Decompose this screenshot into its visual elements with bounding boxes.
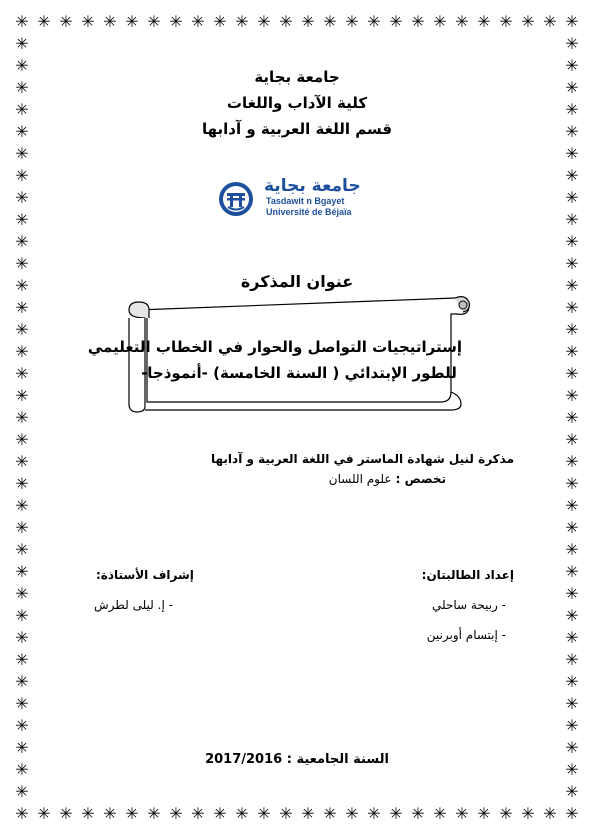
star-ornament-icon: ✳ [565, 606, 579, 625]
star-ornament-icon: ✳ [565, 188, 579, 207]
border-right [564, 36, 580, 800]
star-ornament-icon: ✳ [15, 650, 29, 669]
star-ornament-icon: ✳ [323, 12, 337, 31]
star-ornament-icon: ✳ [565, 628, 579, 647]
star-ornament-icon: ✳ [103, 804, 117, 823]
star-ornament-icon: ✳ [301, 12, 315, 31]
star-ornament-icon: ✳ [543, 804, 557, 823]
star-ornament-icon: ✳ [15, 672, 29, 691]
thesis-title-heading: عنوان المذكرة [240, 272, 354, 291]
star-ornament-icon: ✳ [213, 804, 227, 823]
star-ornament-icon: ✳ [147, 12, 161, 31]
star-ornament-icon: ✳ [15, 144, 29, 163]
star-ornament-icon: ✳ [15, 364, 29, 383]
specialization-label: تخصص : [395, 472, 446, 486]
star-ornament-icon: ✳ [191, 804, 205, 823]
star-ornament-icon: ✳ [565, 430, 579, 449]
star-ornament-icon: ✳ [565, 100, 579, 119]
star-ornament-icon: ✳ [257, 12, 271, 31]
star-ornament-icon: ✳ [15, 166, 29, 185]
star-ornament-icon: ✳ [15, 606, 29, 625]
star-ornament-icon: ✳ [565, 650, 579, 669]
star-ornament-icon: ✳ [565, 804, 579, 823]
star-ornament-icon: ✳ [15, 562, 29, 581]
star-ornament-icon: ✳ [15, 320, 29, 339]
star-ornament-icon: ✳ [565, 474, 579, 493]
star-ornament-icon: ✳ [565, 386, 579, 405]
star-ornament-icon: ✳ [565, 694, 579, 713]
star-ornament-icon: ✳ [565, 12, 579, 31]
star-ornament-icon: ✳ [565, 782, 579, 801]
star-ornament-icon: ✳ [565, 342, 579, 361]
star-ornament-icon: ✳ [15, 12, 29, 31]
star-ornament-icon: ✳ [103, 12, 117, 31]
star-ornament-icon: ✳ [565, 716, 579, 735]
star-ornament-icon: ✳ [59, 12, 73, 31]
star-ornament-icon: ✳ [455, 12, 469, 31]
star-ornament-icon: ✳ [279, 804, 293, 823]
star-ornament-icon: ✳ [565, 254, 579, 273]
logo-line-1: Tasdawit n Bgayet [266, 196, 345, 206]
star-ornament-icon: ✳ [169, 12, 183, 31]
supervisor-label: إشراف الأستاذة: [96, 568, 194, 582]
star-ornament-icon: ✳ [433, 12, 447, 31]
star-ornament-icon: ✳ [81, 12, 95, 31]
star-ornament-icon: ✳ [565, 672, 579, 691]
star-ornament-icon: ✳ [125, 804, 139, 823]
students-label: إعداد الطالبتان: [421, 568, 514, 582]
star-ornament-icon: ✳ [257, 804, 271, 823]
star-ornament-icon: ✳ [15, 430, 29, 449]
star-ornament-icon: ✳ [565, 276, 579, 295]
star-ornament-icon: ✳ [15, 518, 29, 537]
star-ornament-icon: ✳ [235, 804, 249, 823]
star-ornament-icon: ✳ [433, 804, 447, 823]
star-ornament-icon: ✳ [15, 738, 29, 757]
border-bottom [14, 806, 580, 822]
star-ornament-icon: ✳ [411, 12, 425, 31]
star-ornament-icon: ✳ [565, 122, 579, 141]
star-ornament-icon: ✳ [499, 12, 513, 31]
star-ornament-icon: ✳ [15, 276, 29, 295]
star-ornament-icon: ✳ [15, 210, 29, 229]
star-ornament-icon: ✳ [389, 804, 403, 823]
star-ornament-icon: ✳ [367, 804, 381, 823]
star-ornament-icon: ✳ [15, 100, 29, 119]
department-name: قسم اللغة العربية و آدابها [201, 120, 393, 138]
star-ornament-icon: ✳ [565, 56, 579, 75]
star-ornament-icon: ✳ [191, 12, 205, 31]
star-ornament-icon: ✳ [15, 694, 29, 713]
star-ornament-icon: ✳ [15, 56, 29, 75]
star-ornament-icon: ✳ [367, 12, 381, 31]
star-ornament-icon: ✳ [15, 34, 29, 53]
star-ornament-icon: ✳ [521, 804, 535, 823]
star-ornament-icon: ✳ [499, 804, 513, 823]
academic-year: السنة الجامعية : 2017/2016 [205, 752, 389, 767]
student-name: - ربيحة ساحلي [432, 598, 506, 612]
star-ornament-icon: ✳ [15, 452, 29, 471]
star-ornament-icon: ✳ [565, 738, 579, 757]
thesis-title-line-2: للطور الإبتدائي ( السنة الخامسة) -أنموذجا- [141, 364, 457, 382]
star-ornament-icon: ✳ [15, 122, 29, 141]
star-ornament-icon: ✳ [15, 540, 29, 559]
star-ornament-icon: ✳ [565, 408, 579, 427]
star-ornament-icon: ✳ [15, 342, 29, 361]
specialization [329, 472, 446, 486]
star-ornament-icon: ✳ [15, 716, 29, 735]
star-ornament-icon: ✳ [565, 232, 579, 251]
star-ornament-icon: ✳ [565, 144, 579, 163]
star-ornament-icon: ✳ [147, 804, 161, 823]
border-left [14, 36, 30, 800]
star-ornament-icon: ✳ [521, 12, 535, 31]
star-ornament-icon: ✳ [15, 188, 29, 207]
star-ornament-icon: ✳ [15, 782, 29, 801]
star-ornament-icon: ✳ [565, 496, 579, 515]
star-ornament-icon: ✳ [345, 12, 359, 31]
star-ornament-icon: ✳ [15, 386, 29, 405]
thesis-title-line-1: إستراتيجيات التواصل والحوار في الخطاب التعليمي [87, 338, 462, 356]
star-ornament-icon: ✳ [565, 210, 579, 229]
star-ornament-icon: ✳ [565, 452, 579, 471]
star-ornament-icon: ✳ [81, 804, 95, 823]
star-ornament-icon: ✳ [565, 364, 579, 383]
star-ornament-icon: ✳ [37, 12, 51, 31]
star-ornament-icon: ✳ [169, 804, 183, 823]
star-ornament-icon: ✳ [15, 298, 29, 317]
faculty-name: كلية الآداب واللغات [226, 94, 368, 112]
star-ornament-icon: ✳ [279, 12, 293, 31]
logo-line-2: Université de Béjaïa [266, 207, 352, 217]
star-ornament-icon: ✳ [389, 12, 403, 31]
star-ornament-icon: ✳ [411, 804, 425, 823]
star-ornament-icon: ✳ [565, 584, 579, 603]
star-ornament-icon: ✳ [565, 540, 579, 559]
star-ornament-icon: ✳ [565, 562, 579, 581]
star-ornament-icon: ✳ [565, 518, 579, 537]
memo-statement: مذكرة لنيل شهادة الماستر في اللغة العربية و آدابها [210, 452, 514, 466]
star-ornament-icon: ✳ [15, 254, 29, 273]
star-ornament-icon: ✳ [59, 804, 73, 823]
star-ornament-icon: ✳ [15, 474, 29, 493]
logo-arabic-text: جامعة بجاية [264, 176, 361, 196]
star-ornament-icon: ✳ [323, 804, 337, 823]
star-ornament-icon: ✳ [565, 298, 579, 317]
star-ornament-icon: ✳ [565, 78, 579, 97]
star-ornament-icon: ✳ [15, 804, 29, 823]
specialization-value: علوم اللسان [328, 472, 392, 486]
star-ornament-icon: ✳ [345, 804, 359, 823]
student-name: - إبتسام أوبرنين [426, 628, 506, 642]
star-ornament-icon: ✳ [15, 408, 29, 427]
star-ornament-icon: ✳ [15, 232, 29, 251]
star-ornament-icon: ✳ [15, 584, 29, 603]
supervisor-name: - إ. ليلى لطرش [94, 598, 173, 612]
star-ornament-icon: ✳ [301, 804, 315, 823]
star-ornament-icon: ✳ [15, 496, 29, 515]
university-name: جامعة بجاية [254, 68, 340, 86]
star-ornament-icon: ✳ [565, 320, 579, 339]
star-ornament-icon: ✳ [15, 628, 29, 647]
border-top [14, 14, 580, 30]
star-ornament-icon: ✳ [213, 12, 227, 31]
star-ornament-icon: ✳ [565, 760, 579, 779]
star-ornament-icon: ✳ [15, 760, 29, 779]
star-ornament-icon: ✳ [543, 12, 557, 31]
star-ornament-icon: ✳ [455, 804, 469, 823]
star-ornament-icon: ✳ [477, 804, 491, 823]
star-ornament-icon: ✳ [565, 166, 579, 185]
star-ornament-icon: ✳ [477, 12, 491, 31]
star-ornament-icon: ✳ [15, 78, 29, 97]
star-ornament-icon: ✳ [37, 804, 51, 823]
star-ornament-icon: ✳ [235, 12, 249, 31]
star-ornament-icon: ✳ [125, 12, 139, 31]
star-ornament-icon: ✳ [565, 34, 579, 53]
